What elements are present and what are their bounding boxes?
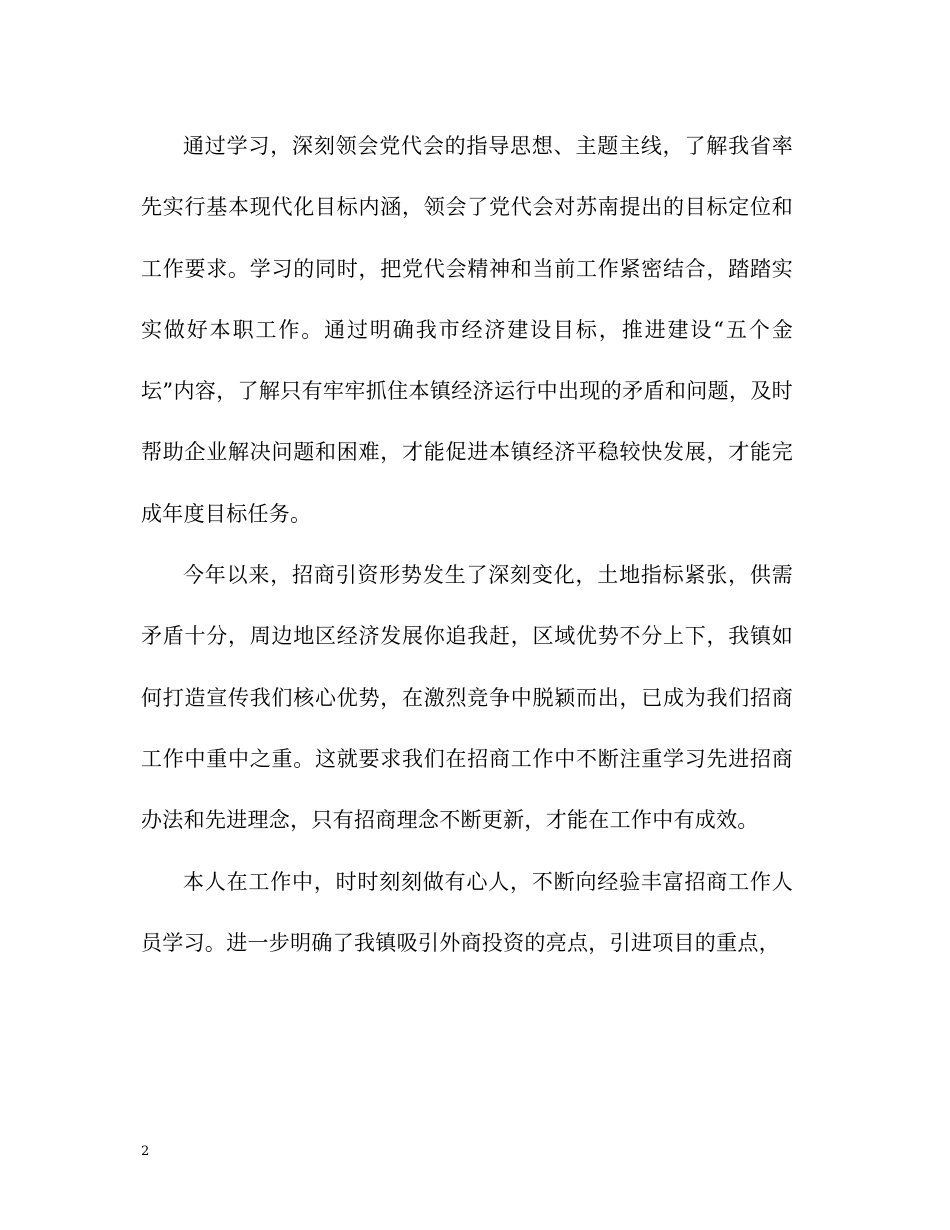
paragraph-2: 今年以来，招商引资形势发生了深刻变化，土地指标紧张，供需矛盾十分，周边地区经济发展你追我赶，区域优势不分上下，我镇如何打造宣传我们核心优势，在激烈竞争中脱颖而出，已成为我们招商工作中重中之重。这就要求我们在招商工作中不断注重学习先进招商办法和先进理念，只有招商理念不断更新，才能在工作中有成效。: [141, 563, 793, 833]
paragraph-1: 通过学习，深刻领会党代会的指导思想、主题主线，了解我省率先实行基本现代化目标内涵，领会了党代会对苏南提出的目标定位和工作要求。学习的同时，把党代会精神和当前工作紧密结合，踏踏实实做好本职工作。通过明确我市经济建设目标，推进建设“五个金坛”内容，了解只有牢牢抓住本镇经济运行中出现的矛盾和问题，及时帮助企业解决问题和困难，才能促进本镇经济平稳较快发展，才能完成年度目标任务。: [141, 134, 793, 526]
paragraph-3: 本人在工作中，时时刻刻做有心人，不断向经验丰富招商工作人员学习。进一步明确了我镇吸引外商投资的亮点，引进项目的重点，: [141, 869, 793, 955]
document-body: [141, 116, 793, 974]
page-number: 2: [141, 1144, 150, 1159]
